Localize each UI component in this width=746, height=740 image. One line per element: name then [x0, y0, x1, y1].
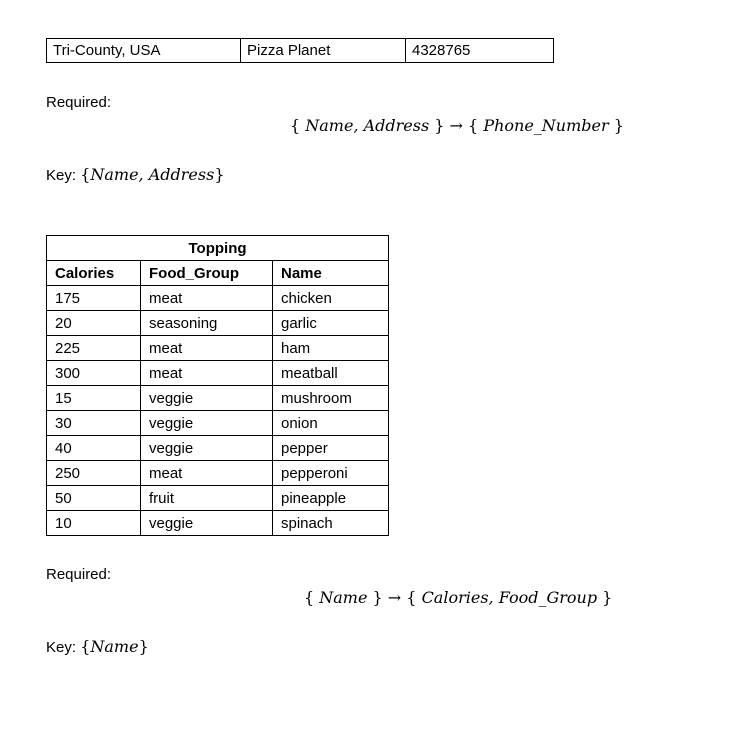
key-label: Key:: [46, 167, 77, 184]
table-cell: 40: [47, 436, 141, 461]
table-cell: 250: [47, 461, 141, 486]
column-header: Calories: [47, 261, 141, 286]
table-cell: meat: [141, 461, 273, 486]
table-cell: garlic: [273, 311, 389, 336]
topping-table-body: [47, 286, 389, 536]
table-cell: 20: [47, 311, 141, 336]
column-header: Name: [273, 261, 389, 286]
table-row: [47, 461, 389, 486]
table-cell: meat: [141, 286, 273, 311]
table-row: [47, 411, 389, 436]
table-cell: 15: [47, 386, 141, 411]
required-label-2: Required:: [46, 566, 112, 583]
key-value: {Name, Address}: [80, 165, 225, 184]
table-cell: 225: [47, 336, 141, 361]
table-row: [47, 336, 389, 361]
table-row: [47, 361, 389, 386]
table-cell: mushroom: [273, 386, 389, 411]
table-cell: meatball: [273, 361, 389, 386]
table-cell: pepperoni: [273, 461, 389, 486]
table-row: [47, 386, 389, 411]
table-cell: 10: [47, 511, 141, 536]
table-cell: fruit: [141, 486, 273, 511]
table-cell: spinach: [273, 511, 389, 536]
column-header: Food_Group: [141, 261, 273, 286]
table-cell: Tri-County, USA: [47, 39, 241, 63]
functional-dependency-2: { Name } → { Calories, Food_Group }: [304, 588, 613, 607]
table-cell: veggie: [141, 436, 273, 461]
fd-rhs: Calories, Food_Group: [421, 588, 598, 607]
table-cell: pineapple: [273, 486, 389, 511]
table-cell: chicken: [273, 286, 389, 311]
table-cell: Pizza Planet: [241, 39, 406, 63]
restaurant-record-table: [46, 38, 554, 63]
required-label-1: Required:: [46, 94, 112, 111]
table-title-row: [47, 236, 389, 261]
table-row: [47, 511, 389, 536]
key-value: {Name}: [80, 637, 149, 656]
table-cell: onion: [273, 411, 389, 436]
table-cell: veggie: [141, 386, 273, 411]
table-cell: 30: [47, 411, 141, 436]
table-cell: 300: [47, 361, 141, 386]
table-row: [47, 39, 554, 63]
table-title: Topping: [47, 236, 389, 261]
key-line-1: [46, 165, 225, 184]
key-attrs: Name, Address: [90, 165, 215, 184]
table-cell: 4328765: [406, 39, 554, 63]
table-cell: seasoning: [141, 311, 273, 336]
table-cell: pepper: [273, 436, 389, 461]
key-label: Key:: [46, 639, 77, 656]
table-row: [47, 311, 389, 336]
key-attrs: Name: [90, 637, 139, 656]
fd-lhs: Name: [319, 588, 368, 607]
table-cell: ham: [273, 336, 389, 361]
table-cell: veggie: [141, 511, 273, 536]
table-row: [47, 436, 389, 461]
table-row: [47, 486, 389, 511]
table-header-row: [47, 261, 389, 286]
key-line-2: [46, 637, 149, 656]
topping-table: [46, 235, 389, 536]
table-cell: veggie: [141, 411, 273, 436]
table-cell: meat: [141, 361, 273, 386]
fd-rhs: Phone_Number: [483, 116, 609, 135]
fd-lhs: Name, Address: [305, 116, 430, 135]
table-cell: 50: [47, 486, 141, 511]
table-cell: meat: [141, 336, 273, 361]
table-row: [47, 286, 389, 311]
table-cell: 175: [47, 286, 141, 311]
functional-dependency-1: { Name, Address } → { Phone_Number }: [290, 116, 624, 135]
